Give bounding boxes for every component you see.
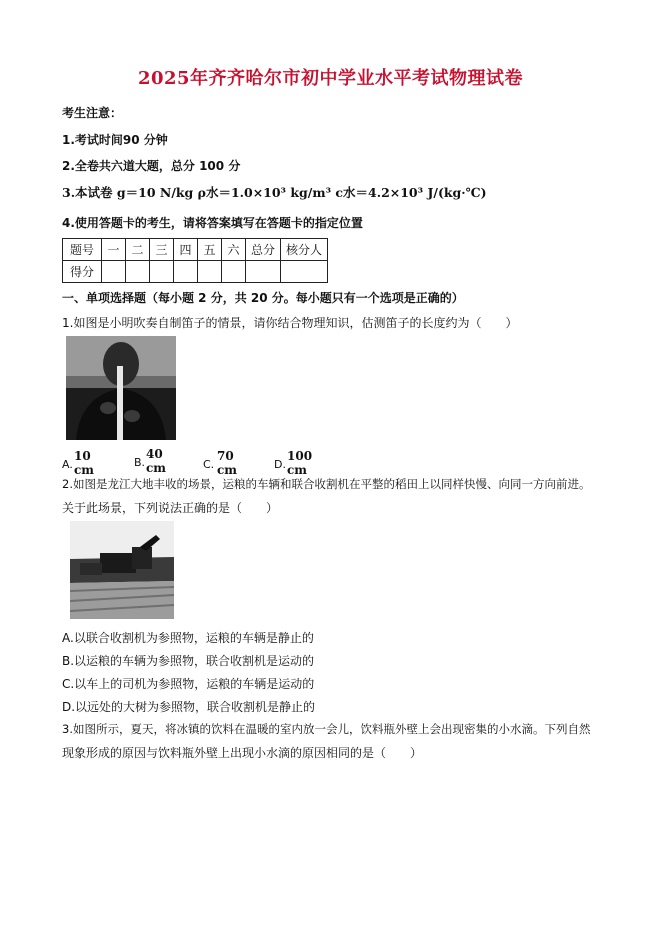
score-header-cell: 总分 [246, 239, 281, 261]
notice-item-4: 4.使用答题卡的考生，请将答案填写在答题卡的指定位置 [62, 216, 363, 230]
option-letter: D. [274, 458, 286, 471]
flute-player-photo [66, 336, 176, 440]
section1-heading: 一、单项选择题（每小题 2 分，共 20 分。每小题只有一个选项是正确的） [62, 291, 464, 305]
score-cell[interactable] [102, 261, 126, 283]
option-value: 40 cm [146, 447, 167, 475]
notice-item-2: 2.全卷共六道大题，总分 100 分 [62, 159, 241, 173]
q1-option-d[interactable] [274, 449, 313, 477]
q2-option-d[interactable]: D.以远处的大树为参照物，联合收割机是静止的 [62, 700, 316, 714]
option-letter: C. [203, 458, 215, 471]
option-value: 10 cm [74, 449, 95, 477]
score-cell[interactable] [222, 261, 246, 283]
score-header-cell: 六 [222, 239, 246, 261]
score-cell[interactable] [174, 261, 198, 283]
q1-option-b[interactable] [134, 447, 167, 475]
score-header-cell: 五 [198, 239, 222, 261]
q3-stem-line2: 现象形成的原因与饮料瓶外壁上出现小水滴的原因相同的是（ ） [62, 746, 423, 760]
q2-stem-line2: 关于此场景，下列说法正确的是（ ） [62, 501, 279, 515]
score-row-label: 得分 [63, 261, 102, 283]
option-letter: A. [62, 458, 73, 471]
score-header-cell: 四 [174, 239, 198, 261]
q1-options [62, 446, 442, 477]
q3-stem-line1: 3.如图所示，夏天，将冰镇的饮料在温暖的室内放一会儿，饮料瓶外壁上会出现密集的小水滴。下列自然 [62, 722, 591, 736]
notice-item-1: 1.考试时间90 分钟 [62, 133, 168, 147]
option-value: 70 cm [217, 449, 238, 477]
notice-heading: 考生注意： [62, 106, 123, 120]
q2-option-b[interactable]: B.以运粮的车辆为参照物，联合收割机是运动的 [62, 654, 315, 668]
score-header-cell: 二 [126, 239, 150, 261]
q1-option-c[interactable] [203, 449, 238, 477]
option-value: 100 cm [287, 449, 313, 477]
score-header-cell: 题号 [63, 239, 102, 261]
score-table-score-row [63, 261, 328, 283]
score-header-cell: 核分人 [281, 239, 328, 261]
score-header-cell: 一 [102, 239, 126, 261]
score-table-header-row [63, 239, 328, 261]
notice-item-3: 3.本试卷 g＝10 N/kg ρ水＝1.0×10³ kg/m³ c水＝4.2×10³ J/(kg·℃) [62, 185, 487, 200]
option-letter: B. [134, 456, 146, 469]
score-cell[interactable] [281, 261, 328, 283]
q1-option-a[interactable] [62, 449, 95, 477]
score-cell[interactable] [246, 261, 281, 283]
q2-option-c[interactable]: C.以车上的司机为参照物，运粮的车辆是运动的 [62, 677, 315, 691]
page-title: 2025年齐齐哈尔市初中学业水平考试物理试卷 [137, 68, 524, 89]
harvester-photo [70, 521, 174, 619]
score-cell[interactable] [198, 261, 222, 283]
score-cell[interactable] [150, 261, 174, 283]
score-cell[interactable] [126, 261, 150, 283]
q1-stem: 1.如图是小明吹奏自制笛子的情景，请你结合物理知识，估测笛子的长度约为（ ） [62, 316, 518, 330]
q2-option-a[interactable]: A.以联合收割机为参照物，运粮的车辆是静止的 [62, 631, 314, 645]
score-table [62, 238, 328, 283]
q2-stem-line1: 2.如图是龙江大地丰收的场景，运粮的车辆和联合收割机在平整的稻田上以同样快慢、向同一方向前进。 [62, 477, 591, 491]
score-header-cell: 三 [150, 239, 174, 261]
